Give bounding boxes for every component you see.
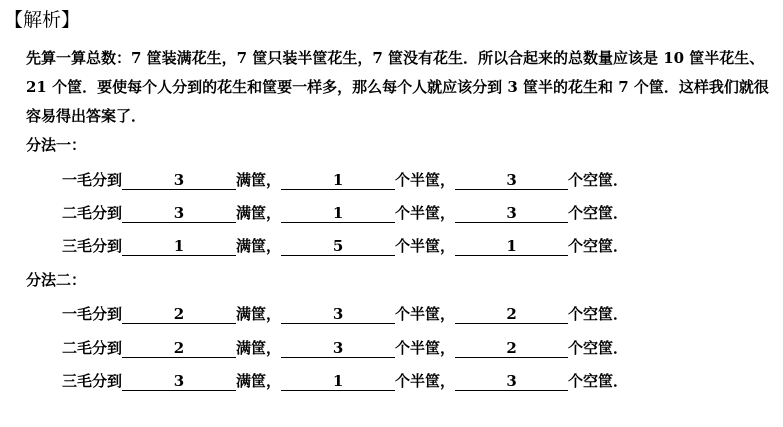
empty-basket-blank: 2	[455, 339, 568, 358]
half-basket-label: 个半筐，	[395, 171, 456, 189]
empty-basket-label: 个空筐．	[568, 305, 629, 323]
half-basket-label: 个半筐，	[395, 305, 456, 323]
full-basket-blank: 3	[122, 372, 236, 391]
half-basket-blank: 1	[281, 372, 395, 391]
person-label: 一毛分到	[62, 171, 123, 189]
method-2-row-2	[62, 336, 628, 358]
half-basket-blank: 3	[281, 305, 395, 324]
method-1-row-3	[62, 234, 628, 256]
method-2-row-1	[62, 302, 628, 324]
empty-basket-label: 个空筐．	[568, 372, 629, 390]
intro-paragraph: 先算一算总数：7 筐装满花生，7 筐只装半筐花生，7 筐没有花生．所以合起来的总数量应该是 10 筐半花生、21 个筐．要使每个人分到的花生和筐要一样多，那么每个人就应该分到 3 筐半的花生和 7 个筐．这样我们就很容易得出答案了．	[26, 49, 769, 125]
empty-basket-blank: 3	[455, 204, 568, 223]
method-1-row-1	[62, 168, 628, 190]
full-basket-label: 满筐，	[236, 171, 282, 189]
method-1-row-2	[62, 201, 628, 223]
full-basket-blank: 2	[122, 305, 236, 324]
full-basket-label: 满筐，	[236, 204, 282, 222]
full-basket-label: 满筐，	[236, 305, 282, 323]
method-2-title: 分法二：	[26, 271, 87, 289]
half-basket-blank: 1	[281, 204, 395, 223]
empty-basket-blank: 1	[455, 237, 568, 256]
empty-basket-label: 个空筐．	[568, 339, 629, 357]
empty-basket-label: 个空筐．	[568, 171, 629, 189]
full-basket-label: 满筐，	[236, 372, 282, 390]
half-basket-label: 个半筐，	[395, 204, 456, 222]
section-heading: 【解析】	[4, 9, 81, 31]
person-label: 二毛分到	[62, 339, 123, 357]
method-2-row-3	[62, 369, 628, 391]
half-basket-blank: 3	[281, 339, 395, 358]
full-basket-blank: 3	[122, 204, 236, 223]
full-basket-blank: 1	[122, 237, 236, 256]
person-label: 一毛分到	[62, 305, 123, 323]
half-basket-label: 个半筐，	[395, 372, 456, 390]
empty-basket-blank: 2	[455, 305, 568, 324]
person-label: 三毛分到	[62, 372, 123, 390]
half-basket-label: 个半筐，	[395, 237, 456, 255]
full-basket-blank: 2	[122, 339, 236, 358]
method-1-title: 分法一：	[26, 136, 87, 154]
empty-basket-label: 个空筐．	[568, 204, 629, 222]
full-basket-label: 满筐，	[236, 237, 282, 255]
person-label: 二毛分到	[62, 204, 123, 222]
person-label: 三毛分到	[62, 237, 123, 255]
half-basket-blank: 1	[281, 171, 395, 190]
empty-basket-blank: 3	[455, 171, 568, 190]
full-basket-label: 满筐，	[236, 339, 282, 357]
empty-basket-blank: 3	[455, 372, 568, 391]
half-basket-blank: 5	[281, 237, 395, 256]
half-basket-label: 个半筐，	[395, 339, 456, 357]
full-basket-blank: 3	[122, 171, 236, 190]
empty-basket-label: 个空筐．	[568, 237, 629, 255]
